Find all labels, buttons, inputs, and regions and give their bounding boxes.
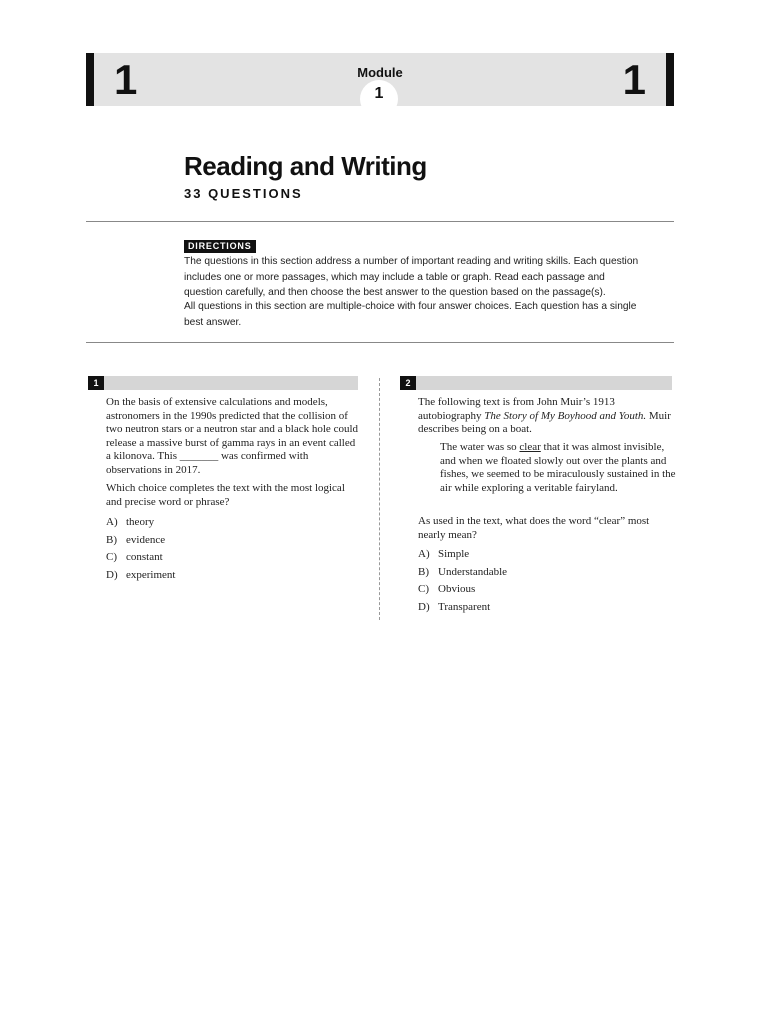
choice-text: Transparent [438, 600, 491, 613]
column-divider [379, 378, 380, 620]
intro-text: Muir describes being on a boat. [418, 409, 671, 436]
question-prompt: Which choice completes the text with the most logical and precise word or phrase? [106, 482, 345, 508]
answer-choice-c[interactable] [418, 581, 507, 599]
question-passage [106, 396, 358, 478]
header-right-number: 1 [622, 56, 646, 103]
choice-letter: C) [418, 583, 429, 596]
bottom-divider [86, 342, 674, 343]
question-prompt: As used in the text, what does the word “clear” most nearly mean? [418, 515, 650, 541]
module-label: Module [357, 65, 403, 80]
answer-blank: _______ [179, 450, 219, 463]
choice-letter: B) [106, 533, 117, 546]
question-header-bar [88, 376, 358, 390]
quoted-passage [440, 441, 676, 495]
answer-choices [106, 514, 175, 584]
answer-choice-b[interactable] [106, 532, 175, 550]
choice-text: experiment [126, 568, 176, 581]
answer-choice-a[interactable] [418, 546, 507, 564]
book-title: The Story of My Boyhood and Youth. [484, 409, 647, 422]
choice-letter: B) [418, 565, 429, 578]
directions-paragraph: The questions in this section address a number of important reading and writing skills. Each question includes one or more passages, which may include a table or graph. Read each passage and question carefully, and then choose the best answer to the question based on the passage(s). [184, 256, 639, 298]
section-title: Reading and Writing [184, 151, 427, 181]
underlined-word: clear [519, 441, 541, 453]
header-left-number: 1 [114, 56, 138, 103]
choice-text: evidence [126, 533, 166, 546]
quote-text: that it was almost invisible, and when we floated slowly out over the plants and fishes, we seemed to be miraculously sustained in the air while exploring a veritable fairyland. [440, 441, 676, 494]
module-header [86, 53, 674, 106]
choice-letter: D) [418, 600, 430, 613]
choice-text: Obvious [438, 583, 476, 596]
section-subtitle: 33 QUESTIONS [184, 186, 303, 201]
answer-choice-a[interactable] [106, 514, 175, 532]
choice-letter: A) [106, 516, 118, 528]
directions-paragraph: All questions in this section are multiple-choice with four answer choices. Each question has a single best answer. [184, 301, 637, 328]
choice-text: Understandable [438, 565, 508, 578]
choice-text: theory [126, 516, 155, 528]
answer-choice-d[interactable] [418, 599, 507, 617]
answer-choices [418, 546, 507, 616]
intro-text: The following text is from John Muir’s 1913 autobiography [418, 396, 615, 422]
question-number: 2 [400, 376, 416, 390]
module-number-badge: 1 [360, 80, 398, 118]
answer-choice-b[interactable] [418, 564, 507, 582]
question-header-bar [400, 376, 672, 390]
passage-text: On the basis of extensive calculations and models, astronomers in the 1990s predicted that the collision of two neutron stars or a neutron star and a black hole could release a massive burst of gamma rays in an event called a kilonova. This [106, 396, 359, 463]
choice-letter: A) [418, 548, 430, 560]
answer-choice-d[interactable] [106, 567, 175, 585]
choice-letter: C) [106, 551, 117, 564]
question-number: 1 [88, 376, 104, 390]
quote-text: The water was so [440, 441, 520, 453]
top-divider [86, 221, 674, 222]
directions-tag: DIRECTIONS [184, 240, 256, 253]
choice-letter: D) [106, 568, 118, 581]
choice-text: Simple [438, 548, 470, 560]
answer-choice-c[interactable] [106, 549, 175, 567]
passage-text: was confirmed with observations in 2017. [106, 450, 309, 476]
question-intro [418, 396, 674, 437]
header-right-bar [666, 53, 674, 106]
choice-text: constant [126, 551, 163, 564]
